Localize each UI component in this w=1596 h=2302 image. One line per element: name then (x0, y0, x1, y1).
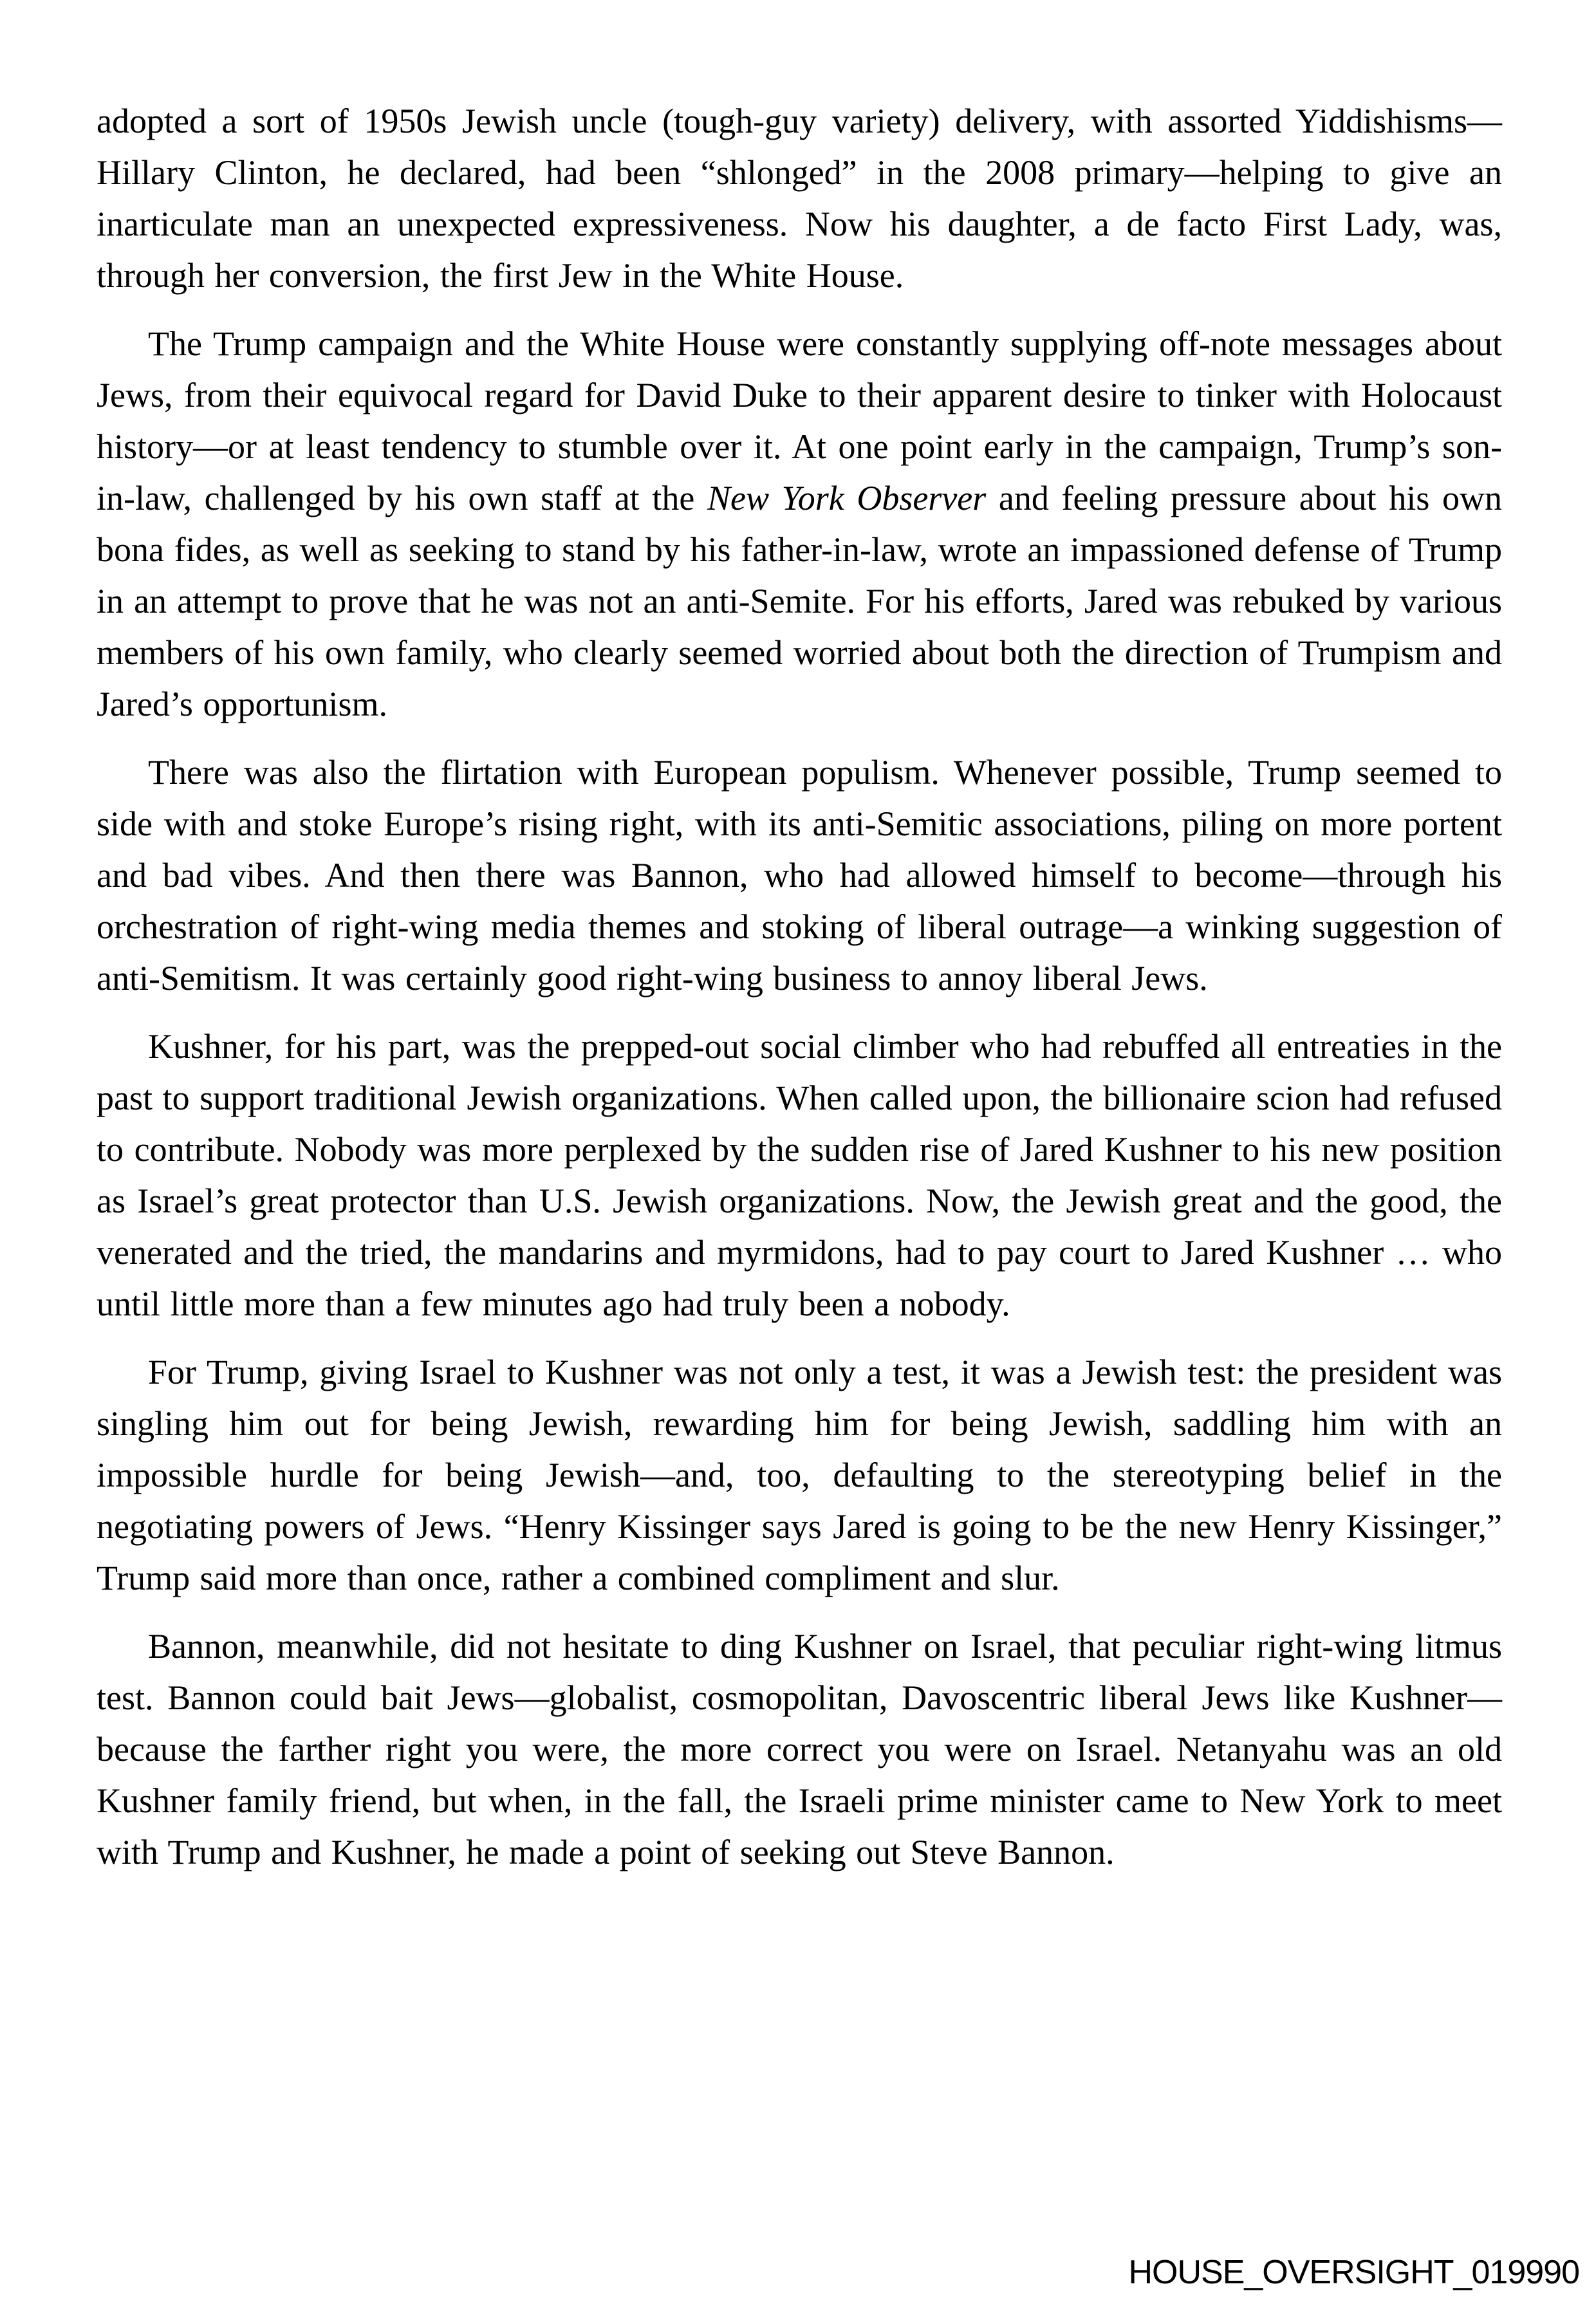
text-segment: Kushner, for his part, was the prepped-out social climber who had rebuffed all entreaties in the past to support traditional Jewish organizations. When called upon, the billionaire scion had refused to contribute. Nobody was more perplexed by the sudden rise of Jared Kushner to his new position as Israel’s great protector than U.S. Jewish organizations. Now, the Jewish great and the good, the venerated and the tried, the mandarins and myrmidons, had to pay court to Jared Kushner … who until little more than a few minutes ago had truly been a nobody. (97, 1027, 1502, 1323)
body-paragraph (97, 95, 1502, 301)
text-segment: The Trump campaign and the White House were constantly supplying off-note messages about Jews, from their equivocal regard for David Duke to their apparent desire to tinker with Holocaust history—or at least tendency to stumble over it. At one point early in the campaign, Trump’s son-in-law, challenged by his own staff at the (97, 324, 1502, 517)
body-paragraph (97, 747, 1502, 1004)
text-block (97, 95, 1502, 1895)
body-paragraph (97, 1346, 1502, 1604)
text-segment: adopted a sort of 1950s Jewish uncle (tough-guy variety) delivery, with assorted Yiddishisms—Hillary Clinton, he declared, had been “shlonged” in the 2008 primary—helping to give an inarticulate man an unexpected expressiveness. Now his daughter, a de facto First Lady, was, through her conversion, the first Jew in the White House. (97, 102, 1502, 295)
text-segment: and feeling pressure about his own bona fides, as well as seeking to stand by his father-in-law, wrote an impassioned defense of Trump in an attempt to prove that he was not an anti-Semite. For his efforts, Jared was rebuked by various members of his own family, who clearly seemed worried about both the direction of Trumpism and Jared’s opportunism. (97, 479, 1502, 723)
text-segment: There was also the flirtation with European populism. Whenever possible, Trump seemed to side with and stoke Europe’s rising right, with its anti-Semitic associations, piling on more portent and bad vibes. And then there was Bannon, who had allowed himself to become—through his orchestration of right-wing media themes and stoking of liberal outrage—a winking suggestion of anti-Semitism. It was certainly good right-wing business to annoy liberal Jews. (97, 753, 1502, 998)
bates-stamp: HOUSE_OVERSIGHT_019990 (1128, 2254, 1579, 2291)
text-segment: Bannon, meanwhile, did not hesitate to ding Kushner on Israel, that peculiar right-wing litmus test. Bannon could bait Jews—globalist, cosmopolitan, Davoscentric liberal Jews like Kushner—because the farther right you were, the more correct you were on Israel. Netanyahu was an old Kushner family friend, but when, in the fall, the Israeli prime minister came to New York to meet with Trump and Kushner, he made a point of seeking out Steve Bannon. (97, 1627, 1502, 1871)
body-paragraph (97, 1021, 1502, 1330)
body-paragraph (97, 1620, 1502, 1878)
text-segment: For Trump, giving Israel to Kushner was not only a test, it was a Jewish test: the president was singling him out for being Jewish, rewarding him for being Jewish, saddling him with an impossible hurdle for being Jewish—and, too, defaulting to the stereotyping belief in the negotiating powers of Jews. “Henry Kissinger says Jared is going to be the new Henry Kissinger,” Trump said more than once, rather a combined compliment and slur. (97, 1353, 1502, 1597)
italic-text-segment: New York Observer (707, 479, 987, 517)
body-paragraph (97, 318, 1502, 730)
